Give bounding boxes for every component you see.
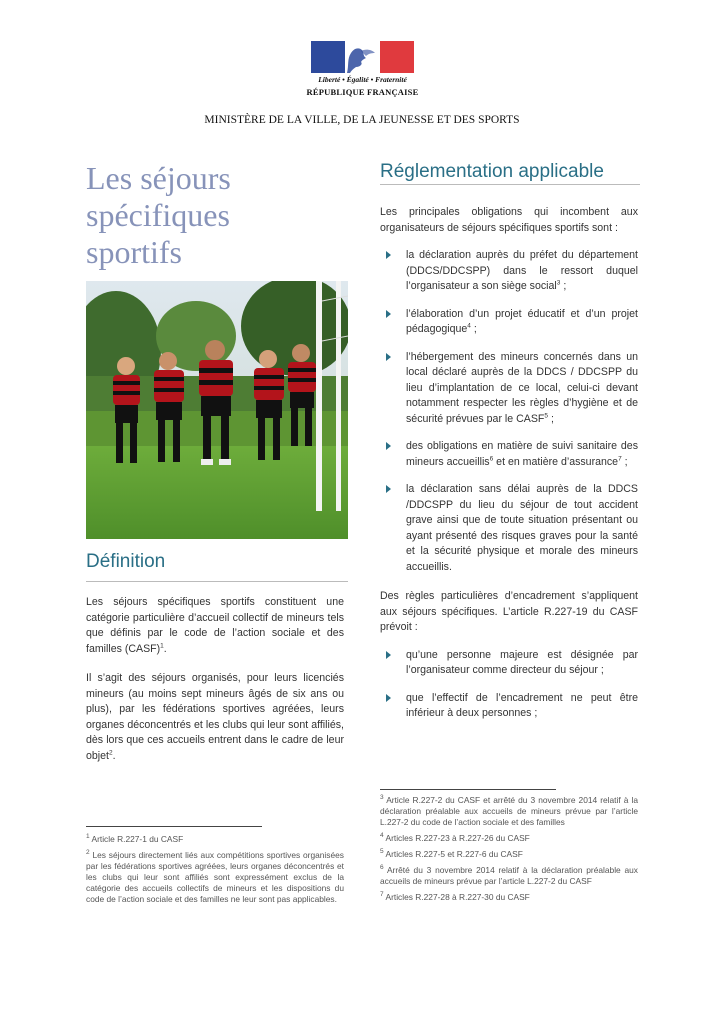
footnote-5: $^5$ Articles R.227-5 et R.227-6 du CASF	[380, 848, 523, 859]
obligations-list	[380, 248, 638, 575]
list-item: la déclaration sans délai auprès de la DDCS /DDCSPP du lieu du séjour de tout accident grave ainsi que de toute situation présentant ou ayant présenté des risques graves pour la santé et la sécurité physique et morale des mineurs accueillis.	[380, 482, 638, 575]
bullet-arrow-icon	[386, 310, 391, 318]
list-item: l’hébergement des mineurs concernés dans un local déclaré auprès de la DDCS / DDCSPP du lieu d’implantation de ce local, celui-ci devant notamment respecter les règles d’hygiène et de sécurité prévues par le CASF$^5$ ;	[380, 350, 638, 428]
footnotes-right	[380, 795, 638, 903]
list-item: la déclaration auprès du préfet du département (DDCS/DDCSPP) dans le ressort duquel l’organisateur a son siège social$^3$ ;	[380, 248, 638, 295]
title-line-2: spécifiques	[86, 197, 230, 233]
list-item: des obligations en matière de suivi sanitaire des mineurs accueillis$^6$ et en matière d’assurance$^7$ ;	[380, 439, 638, 470]
ministry-name: MINISTÈRE DE LA VILLE, DE LA JEUNESSE ET DES SPORTS	[204, 114, 520, 126]
bullet-arrow-icon	[386, 442, 391, 450]
footnote-6: $^6$ Arrêté du 3 novembre 2014 relatif à la déclaration préalable aux accueils de mineurs prévue par l’article L.227-2 du CASF	[380, 864, 638, 886]
flag-blue-band	[311, 41, 345, 73]
footnote-3: $^3$ Article R.227-2 du CASF et arrêté du 3 novembre 2014 relatif à la déclaration préalable aux accueils de mineurs prévue par l’article L.227-2 du code de l’action sociale et des familles	[380, 794, 638, 827]
footnote-4: $^4$ Articles R.227-23 à R.227-26 du CASF	[380, 832, 530, 843]
definition-heading: Définition	[86, 551, 166, 572]
marianne-logo	[311, 41, 414, 73]
reglementation-body	[380, 205, 638, 722]
reglementation-paragraph-2: Des règles particulières d’encadrement s’appliquent aux séjours spécifiques. L’article R.227-19 du CASF prévoit :	[380, 590, 638, 633]
definition-divider	[86, 581, 348, 582]
footnote-1: $^1$ Article R.227-1 du CASF	[86, 833, 184, 844]
reglementation-divider	[380, 184, 640, 185]
marianne-profile-icon	[345, 41, 380, 73]
republic-motto: Liberté • Égalité • Fraternité	[318, 75, 407, 84]
footnote-2: $^2$ Les séjours directement liés aux compétitions sportives organisées par les fédérations sportives agréées, leurs organes déconcentrés et les clubs qui leur sont affiliés sont expressément exclus de la catégorie des accueils collectifs de mineurs et les dispositions du code de l’action sociale et des familles ne leur sont pas applicables.	[86, 849, 344, 904]
title-line-1: Les séjours	[86, 160, 231, 196]
footnote-rule-right	[380, 789, 556, 790]
definition-body	[86, 595, 344, 764]
bullet-arrow-icon	[386, 651, 391, 659]
footnote-rule-left	[86, 826, 262, 827]
bullet-arrow-icon	[386, 353, 391, 361]
page-title	[86, 160, 336, 271]
list-item: qu’une personne majeure est désignée par l’organisateur comme directeur du séjour ;	[380, 648, 638, 679]
definition-paragraph-1: Les séjours spécifiques sportifs constituent une catégorie particulière d’accueil collectif de mineurs tels que définis par le code de l’action sociale et des familles (CASF)$^1$.	[86, 596, 344, 655]
list-item: que l’effectif de l’encadrement ne peut être inférieur à deux personnes ;	[380, 691, 638, 722]
reglementation-heading: Réglementation applicable	[380, 161, 604, 182]
footnote-7: $^7$ Articles R.227-28 à R.227-30 du CASF	[380, 891, 530, 902]
flag-white-band	[345, 41, 380, 73]
republic-name: RÉPUBLIQUE FRANÇAISE	[306, 87, 419, 97]
encadrement-list	[380, 648, 638, 722]
football-kids-photo	[86, 281, 348, 539]
footnotes-left	[86, 834, 344, 905]
bullet-arrow-icon	[386, 251, 391, 259]
flag-red-band	[380, 41, 414, 73]
list-item: l’élaboration d’un projet éducatif et d’un projet pédagogique$^4$ ;	[380, 307, 638, 338]
title-line-3: sportifs	[86, 234, 182, 270]
definition-paragraph-2: Il s’agit des séjours organisés, pour leurs licenciés mineurs (au moins sept mineurs âgés de six ans ou plus), par les fédérations sportives agréées, leurs organes déconcentrés et les clubs qui leur sont affiliés, dès lors que ces accueils entrent dans le cadre de leur objet$^2$.	[86, 672, 344, 762]
bullet-arrow-icon	[386, 485, 391, 493]
bullet-arrow-icon	[386, 694, 391, 702]
reglementation-intro: Les principales obligations qui incombent aux organisateurs de séjours spécifiques sportifs sont :	[380, 206, 638, 234]
